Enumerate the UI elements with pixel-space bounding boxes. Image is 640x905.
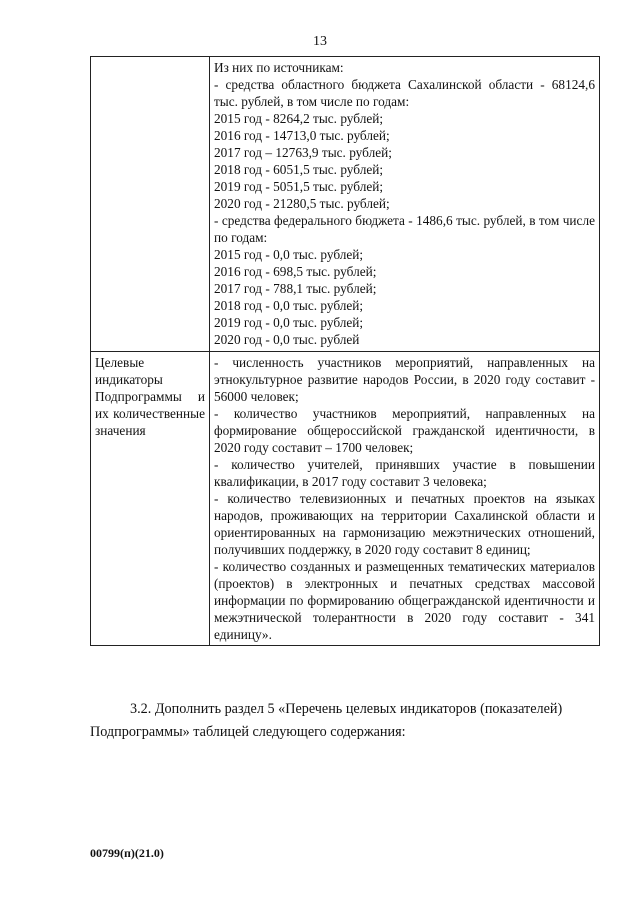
paragraph-line-2: Подпрограммы» таблицей следующего содержания: (90, 724, 406, 740)
funding-row (91, 57, 600, 352)
funding-line: 2019 год - 0,0 тыс. рублей; (214, 315, 364, 330)
indicator-item: - количество созданных и размещенных тематических материалов (проектов) в электронных и печатных средствах массовой информации по формированию общегражданской идентичности и межэтнической толерантности в 2020 году составит - 341 единицу». (214, 559, 595, 642)
indicator-item: - количество телевизионных и печатных проектов на языках народов, проживающих на территории Сахалинской области и ориентированных на гармонизацию межэтнических отношений, получивших поддержку, в 2020 году составит 8 единиц; (214, 491, 595, 557)
funding-line: 2015 год - 0,0 тыс. рублей; (214, 247, 364, 262)
funding-label-cell (91, 57, 210, 352)
funding-line: - средства федерального бюджета - 1486,6 тыс. рублей, в том числе по годам: (214, 213, 595, 245)
funding-line: 2016 год - 698,5 тыс. рублей; (214, 264, 377, 279)
funding-line: 2016 год - 14713,0 тыс. рублей; (214, 128, 390, 143)
funding-line: Из них по источникам: (214, 60, 344, 75)
paragraph-line-1: 3.2. Дополнить раздел 5 «Перечень целевых индикаторов (показателей) (130, 701, 563, 717)
funding-content-cell (210, 57, 600, 352)
funding-line: 2020 год - 0,0 тыс. рублей (214, 332, 360, 347)
funding-line: 2020 год - 21280,5 тыс. рублей; (214, 196, 390, 211)
indicator-item: - количество учителей, принявших участие в повышении квалификации, в 2017 году составит 3 человека; (214, 457, 595, 489)
indicators-label-cell: Целевые индикаторы Подпрограммы и их количественные значения (91, 352, 210, 646)
indicator-item: - количество участников мероприятий, направленных на формирование общероссийской гражданской идентичности, в 2020 году составит – 1700 человек; (214, 406, 595, 455)
funding-line: 2017 год - 788,1 тыс. рублей; (214, 281, 377, 296)
page-number: 13 (313, 34, 327, 49)
document-code: 00799(п)(21.0) (90, 846, 164, 860)
funding-line: - средства областного бюджета Сахалинской области - 68124,6 тыс. рублей, в том числе по годам: (214, 77, 595, 109)
indicators-content-cell (210, 352, 600, 646)
funding-line: 2015 год - 8264,2 тыс. рублей; (214, 111, 384, 126)
indicator-item: - численность участников мероприятий, направленных на этнокультурное развитие народов России, в 2020 году составит - 56000 человек; (214, 355, 595, 404)
funding-line: 2019 год - 5051,5 тыс. рублей; (214, 179, 384, 194)
funding-line: 2018 год - 0,0 тыс. рублей; (214, 298, 364, 313)
funding-line: 2017 год – 12763,9 тыс. рублей; (214, 145, 392, 160)
indicators-row (91, 352, 600, 646)
subprogram-table (90, 56, 600, 646)
funding-line: 2018 год - 6051,5 тыс. рублей; (214, 162, 384, 177)
